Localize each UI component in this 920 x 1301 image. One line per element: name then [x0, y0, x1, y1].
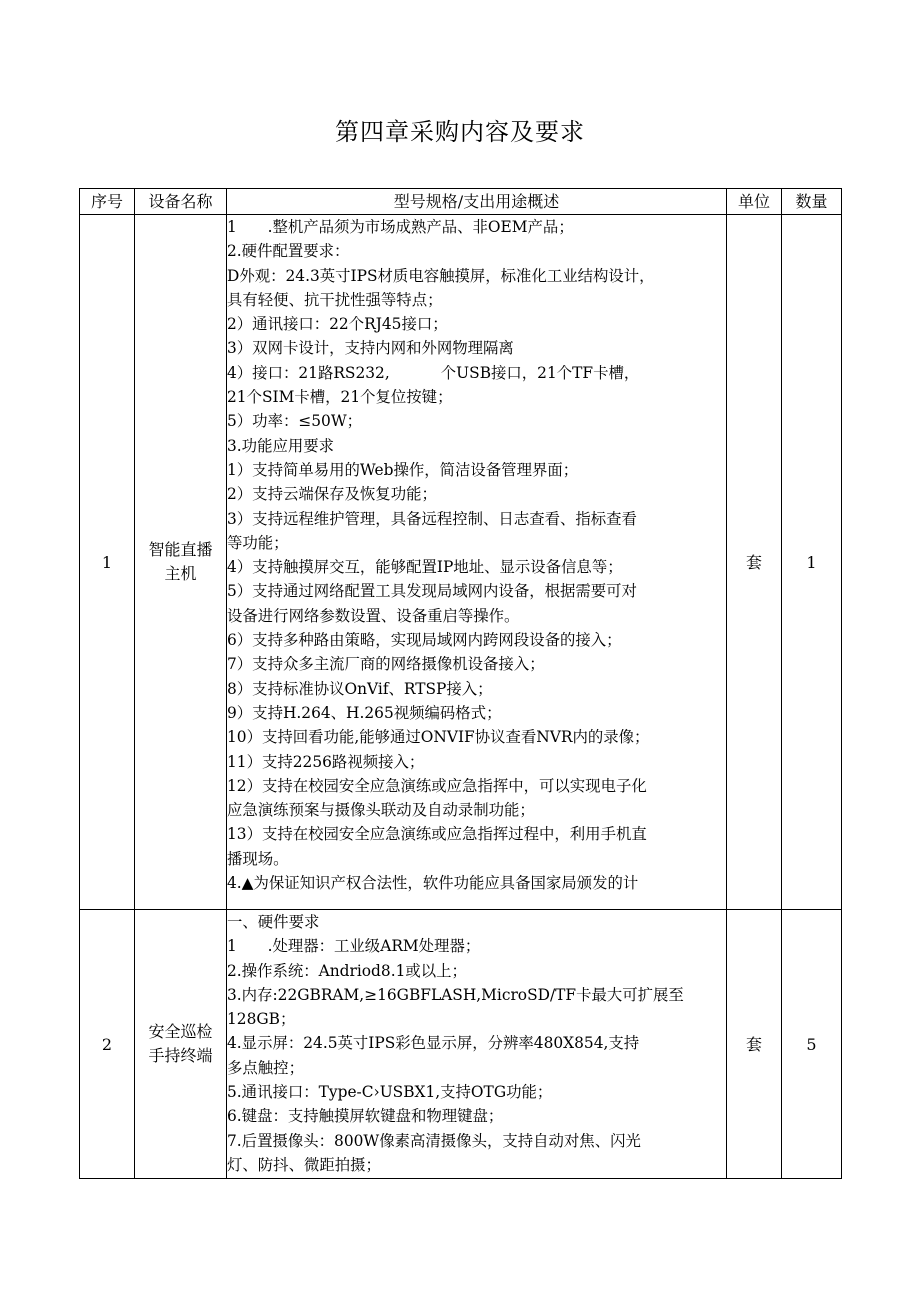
description-lines	[227, 215, 726, 909]
page-title: 第四章采购内容及要求	[335, 118, 585, 146]
description-line: 21个SIM卡槽，21个复位按键；	[227, 388, 453, 407]
description-line: 4.▲为保证知识产权合法性，软件功能应具备国家局颁发的计	[227, 874, 639, 893]
description-line: 1 .处理器：工业级ARM处理器；	[227, 937, 481, 956]
header-unit: 单位	[727, 189, 782, 215]
description-line: 5.通讯接口：Type-C›USBX1,支持OTG功能；	[227, 1083, 553, 1102]
procurement-table	[79, 188, 842, 1179]
description-line: 等功能；	[227, 533, 289, 552]
row-device-name-text: 安全巡检手持终端	[148, 1022, 213, 1065]
description-line: 12）支持在校园安全应急演练或应急指挥中，可以实现电子化	[227, 776, 647, 795]
description-line: 8）支持标准协议OnVif、RTSP接入；	[227, 679, 493, 698]
description-line: 2.硬件配置要求：	[227, 242, 350, 261]
header-desc: 型号规格/支出用途概述	[227, 189, 727, 215]
row-unit: 套	[727, 215, 782, 910]
description-line: 11）支持2256路视频接入；	[227, 752, 425, 771]
description-line: 4）支持触摸屏交互，能够配置IP地址、显示设备信息等；	[227, 558, 623, 577]
description-line: 2.操作系统：Andriod8.1或以上；	[227, 961, 467, 980]
header-no: 序号	[80, 189, 135, 215]
description-lines	[227, 910, 726, 1178]
description-line: 1 .整机产品须为市场成熟产品、非OEM产品；	[227, 218, 574, 236]
description-line: 3）双网卡设计，支持内网和外网物理隔离	[227, 339, 514, 358]
description-line: 5）功率：≤50W；	[227, 412, 363, 431]
table-row	[80, 910, 842, 1179]
description-line: 5）支持通过网络配置工具发现局域网内设备，根据需要可对	[227, 582, 637, 601]
description-line: 4）接口：21路RS232, 个USB接口，21个TF卡槽，	[227, 363, 640, 382]
table-header-row	[80, 189, 842, 215]
row-description	[227, 910, 727, 1179]
description-line: 3.功能应用要求	[227, 436, 335, 455]
row-qty: 1	[782, 215, 842, 910]
description-line: 1）支持简单易用的Web操作，简洁设备管理界面；	[227, 460, 579, 479]
description-line: 播现场。	[227, 849, 289, 868]
header-name: 设备名称	[135, 189, 227, 215]
description-line: 7）支持众多主流厂商的网络摄像机设备接入；	[227, 655, 545, 674]
description-line: 3）支持远程维护管理，具备远程控制、日志查看、指标查看	[227, 509, 637, 528]
row-description	[227, 215, 727, 910]
description-line: 3.内存:22GBRAM,≥16GBFLASH,MicroSD/TF卡最大可扩展至	[227, 985, 684, 1004]
description-line: 7.后置摄像头：800W像素高清摄像头，支持自动对焦、闪光	[227, 1131, 641, 1150]
description-line: 10）支持回看功能,能够通过ONVIF协议查看NVR内的录像；	[227, 728, 650, 747]
description-line: 灯、防抖、微距拍摄；	[227, 1155, 381, 1174]
description-line: 13）支持在校园安全应急演练或应急指挥过程中，利用手机直	[227, 825, 647, 844]
description-line: 一、硬件要求	[227, 913, 320, 931]
row-no: 2	[80, 910, 135, 1179]
description-line: 9）支持H.264、H.265视频编码格式；	[227, 703, 502, 722]
description-line: 128GB；	[227, 1010, 296, 1029]
description-line: 6.键盘：支持触摸屏软键盘和物理键盘；	[227, 1107, 504, 1126]
description-line: 应急演练预案与摄像头联动及自动录制功能；	[227, 801, 535, 820]
description-line: 设备进行网络参数设置、设备重启等操作。	[227, 606, 520, 625]
description-line: 多点触控；	[227, 1058, 304, 1077]
row-device-name-text: 智能直播主机	[148, 540, 213, 583]
description-line: D外观：24.3英寸IPS材质电容触摸屏，标准化工业结构设计，	[227, 266, 655, 285]
description-line: 2）通讯接口：22个RJ45接口；	[227, 315, 448, 334]
description-line: 具有轻便、抗干扰性强等特点；	[227, 290, 443, 309]
row-qty: 5	[782, 910, 842, 1179]
description-line: 2）支持云端保存及恢复功能；	[227, 485, 437, 504]
description-line: 4.显示屏：24.5英寸IPS彩色显示屏，分辨率480X854,支持	[227, 1034, 640, 1053]
row-no: 1	[80, 215, 135, 910]
row-device-name	[135, 215, 227, 910]
description-line: 6）支持多种路由策略，实现局域网内跨网段设备的接入；	[227, 631, 622, 650]
row-device-name	[135, 910, 227, 1179]
table-row	[80, 215, 842, 910]
header-qty: 数量	[782, 189, 842, 215]
row-unit: 套	[727, 910, 782, 1179]
